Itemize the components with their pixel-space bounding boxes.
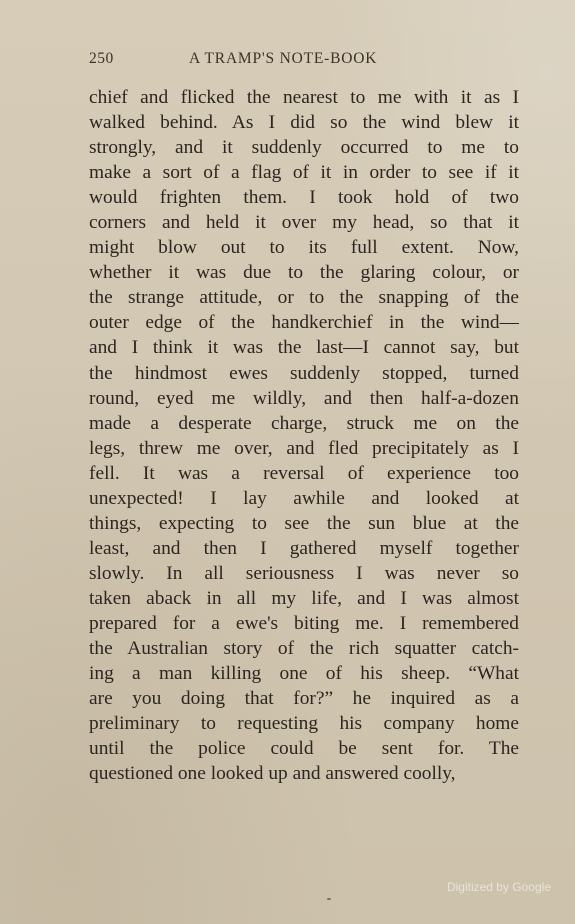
text-line: might blow out to its full extent. Now,	[89, 237, 519, 259]
page-header	[89, 50, 519, 72]
text-line: least, and then I gathered myself together	[89, 537, 519, 559]
text-line: ing a man killing one of his sheep. “What	[89, 663, 519, 685]
text-line: legs, threw me over, and fled precipitately as I	[89, 437, 519, 459]
page-number: 250	[89, 50, 114, 67]
running-head: A TRAMP'S NOTE-BOOK	[189, 50, 378, 67]
text-line: strongly, and it suddenly occurred to me to	[89, 137, 519, 159]
text-line: slowly. In all seriousness I was never so	[89, 562, 519, 584]
text-line: are you doing that for?” he inquired as a	[89, 688, 519, 710]
text-line: corners and held it over my head, so that it	[89, 212, 519, 234]
text-line: unexpected! I lay awhile and looked at	[89, 487, 519, 509]
text-line: outer edge of the handkerchief in the wind—	[89, 312, 519, 334]
text-line: made a desperate charge, struck me on the	[89, 412, 519, 434]
text-line: things, expecting to see the sun blue at the	[89, 512, 519, 534]
watermark: Digitized by Google	[446, 880, 551, 894]
text-line: make a sort of a flag of it in order to see if it	[89, 162, 519, 184]
text-line: and I think it was the last—I cannot say, but	[89, 337, 519, 359]
text-line: walked behind. As I did so the wind blew it	[89, 112, 519, 134]
text-line: until the police could be sent for. The	[89, 738, 519, 760]
text-line: whether it was due to the glaring colour, or	[89, 262, 519, 284]
text-line: prepared for a ewe's biting me. I remembered	[89, 612, 519, 634]
text-line: would frighten them. I took hold of two	[89, 187, 519, 209]
text-line: the Australian story of the rich squatter catch-	[89, 638, 519, 660]
text-line: questioned one looked up and answered coolly,	[89, 763, 456, 785]
ink-speck	[327, 898, 331, 900]
text-line: taken aback in all my life, and I was almost	[89, 587, 519, 609]
text-line: the strange attitude, or to the snapping of the	[89, 287, 519, 309]
body-text	[89, 85, 519, 786]
text-line: preliminary to requesting his company home	[89, 713, 519, 735]
text-line: round, eyed me wildly, and then half-a-dozen	[89, 387, 519, 409]
text-line: chief and flicked the nearest to me with it as I	[89, 87, 519, 108]
text-line: fell. It was a reversal of experience too	[89, 462, 519, 484]
text-line: the hindmost ewes suddenly stopped, turned	[89, 362, 519, 384]
